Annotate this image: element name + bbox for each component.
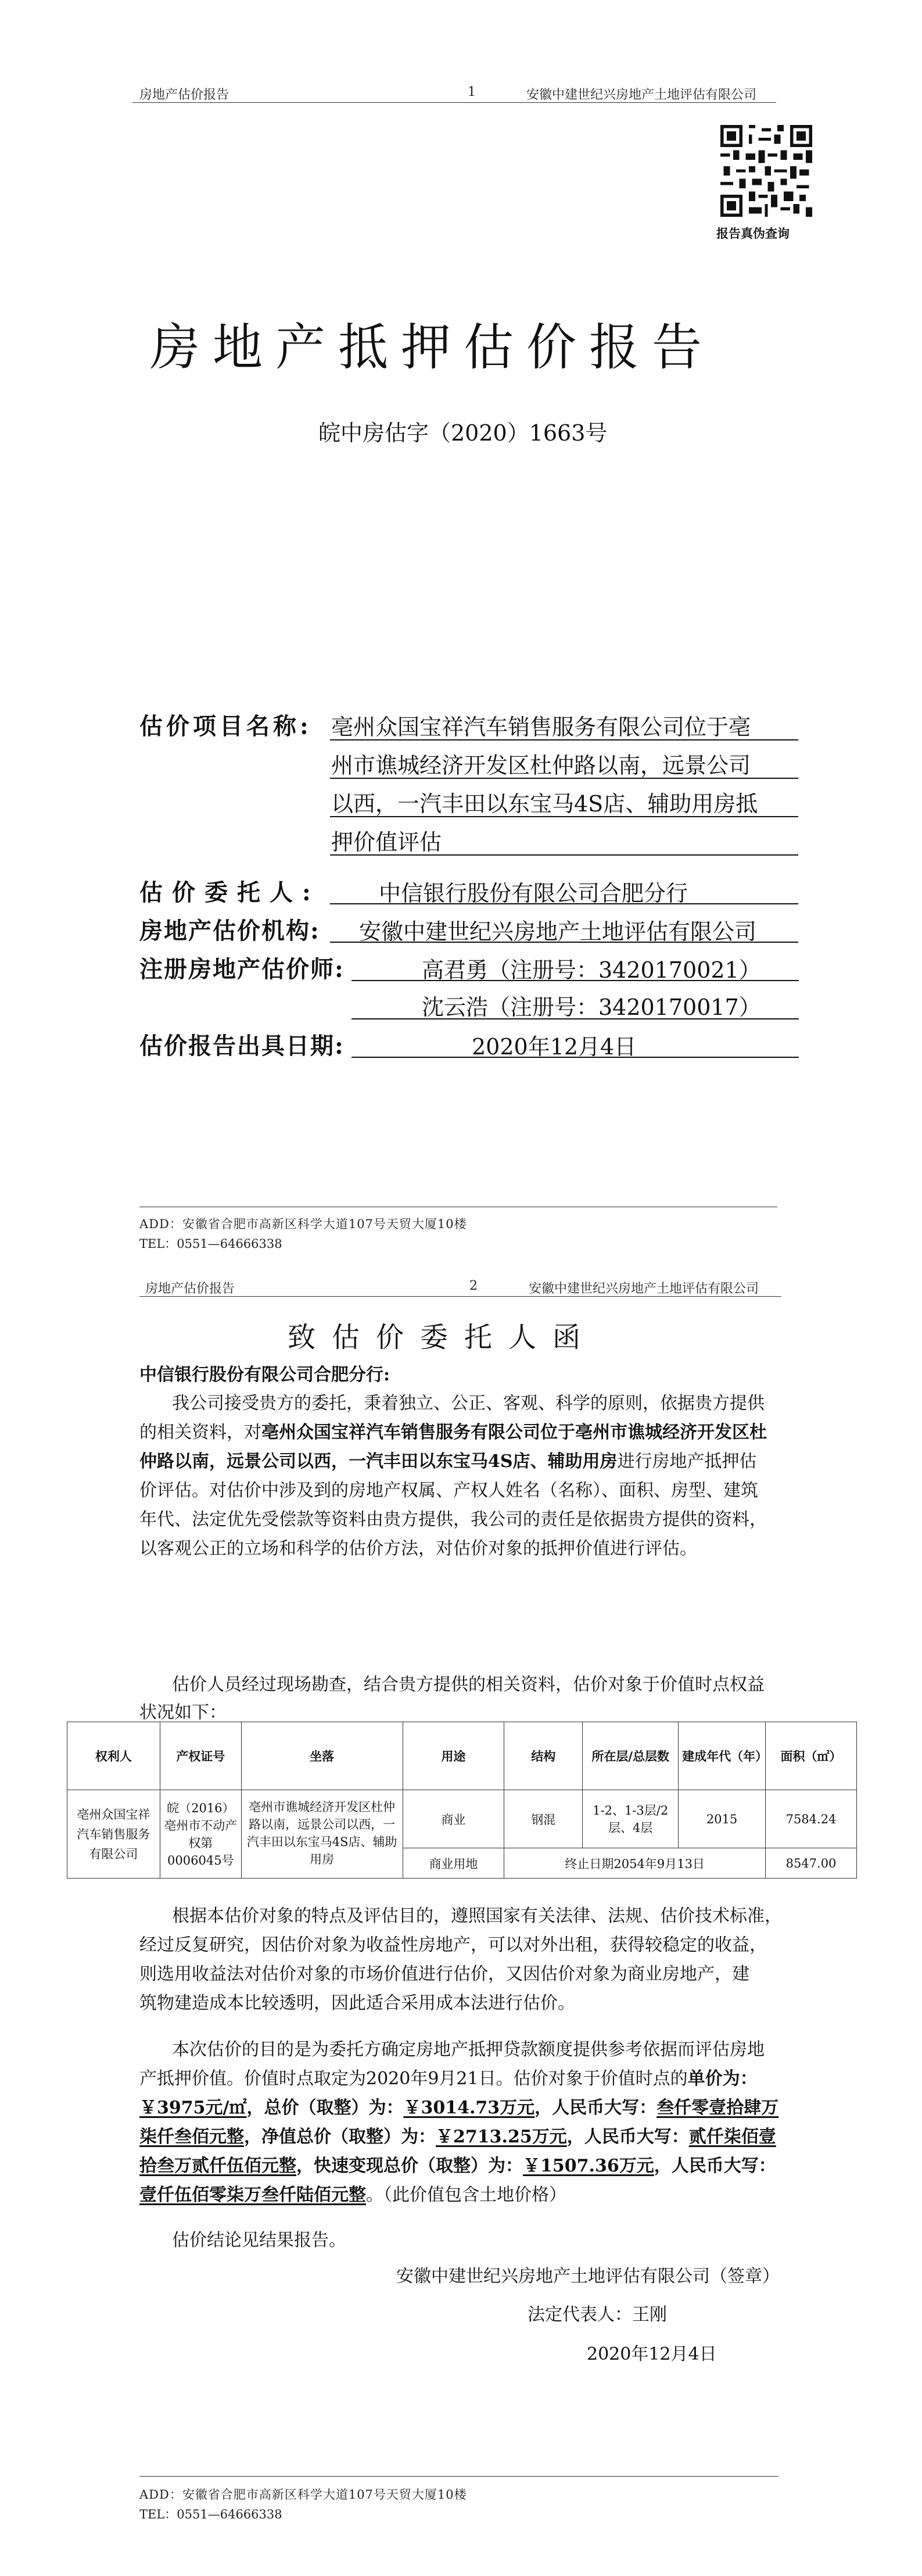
valuation-line-5 [139,2158,776,2175]
paragraph-method-line-1: 根据本估价对象的特点及评估目的，遵照国家有关法律、法规、估价技术标准， [172,1906,782,1926]
cell-structure: 钢混 [504,1790,583,1848]
page2-header-right: 安徽中建世纪兴房地产土地评估有限公司 [529,1282,759,1296]
header-area: 面积（㎡） [766,1722,857,1790]
page2-footer-address: ADD：安徽省合肥市高新区科学大道107号天贸大厦10楼 [139,2488,467,2502]
appraiser-2: 沈云浩（注册号：3420170017） [422,994,761,1020]
appraiser-2-underline [351,1018,799,1019]
page2-header-left: 房地产估价报告 [145,1282,235,1296]
valuation-text-segment: ，人民币大写： [566,2127,689,2147]
commission-text-segment: 我公司接受贵方的委托，秉着独立、公正、客观、科学的原则，依据贵方提供 [172,1393,765,1414]
commission-text-segment: 价评估。对估价中涉及到的房地产权属、产权人姓名（名称）、面积、房型、建筑 [139,1480,758,1501]
table-header-row [67,1722,857,1790]
commission-line-2 [139,1424,767,1441]
appraiser-label: 注册房地产估价师: [139,956,345,983]
valuation-text-segment: 叁仟零壹拾肆万 [656,2098,779,2118]
appraiser-1-underline [351,980,799,981]
cell-land-term: 终止日期2054年9月13日 [504,1848,766,1879]
paragraph-method-line-3: 则选用收益法对估价对象的市场价值进行估价，又因估价对象为商业房地产，建 [139,1964,749,1984]
commission-text-segment: 的相关资料，对 [139,1422,261,1443]
valuation-text-segment: 拾叁万贰仟伍佰元整 [139,2156,296,2176]
commission-line-3 [139,1453,757,1471]
valuation-text-segment: ，总价（取整）为： [246,2098,404,2118]
valuation-text-segment: 产抵押价值。价值时点取定为2020年9月21日。估价对象于价值时点的 [139,2069,688,2089]
paragraph-survey-line-1: 估价人员经过现场勘查，结合贵方提供的相关资料，估价对象于价值时点权益 [172,1675,765,1695]
paragraph-method-line-4: 筑物建造成本比较透明，因此适合采用成本法进行估价。 [139,1993,575,2013]
valuation-text-segment: ￥1507.36万元 [523,2156,654,2176]
cell-land-use: 商业用地 [403,1848,504,1879]
project-name-line-4: 押价值评估 [331,829,442,855]
paragraph-method-line-2: 经过反复研究，因估价对象为收益性房地产，可以对外出租，获得较稳定的收益， [139,1935,767,1955]
valuation-text-segment: ，净值总价（取整）为： [244,2127,436,2147]
page2-footer-tel: TEL：0551—64666338 [139,2507,282,2521]
commission-line-5 [139,1511,767,1529]
header-floors: 所在层/总层数 [583,1722,679,1790]
cell-land-area: 8547.00 [766,1848,857,1879]
header-owner: 权利人 [67,1722,160,1790]
issue-date-label: 估价报告出具日期: [139,1032,345,1060]
valuation-text-segment: ￥3014.73万元 [403,2098,535,2118]
header-year: 建成年代（年） [679,1722,766,1790]
page1-header-rule [132,102,776,103]
cell-area: 7584.24 [766,1790,857,1848]
header-structure: 结构 [504,1722,583,1790]
valuation-text-segment: 本次估价的目的是为委托方确定房地产抵押贷款额度提供参考依据而评估房地 [172,2040,765,2060]
commission-line-6 [139,1540,697,1558]
signature-representative: 法定代表人：王刚 [528,2305,667,2325]
valuation-text-segment: ￥3975元/㎡ [139,2098,247,2118]
valuation-text-segment: 贰仟柒佰壹 [688,2127,776,2147]
appraiser-1: 高君勇（注册号：3420170021） [422,957,761,983]
header-location: 坐落 [241,1722,403,1790]
page2-footer-rule [139,2476,779,2477]
paragraph-conclusion: 估价结论见结果报告。 [172,2230,346,2251]
cell-year: 2015 [679,1790,766,1848]
project-name-label: 估价项目名称: [139,713,312,740]
valuation-text-segment: 柒仟叁佰元整 [139,2127,244,2147]
valuation-text-segment: 。（此价值包含土地价格） [366,2185,566,2205]
project-name-line-2: 州市谯城经济开发区杜仲路以南，远景公司 [331,753,751,778]
letter-title: 致估价委托人函 [288,1321,597,1354]
page1-header-page: 1 [468,85,476,99]
cell-use: 商业 [403,1790,504,1848]
agency-underline [330,942,798,943]
valuation-text-segment: 单价为： [687,2069,758,2089]
valuation-line-1 [172,2041,765,2059]
commission-line-1 [172,1395,765,1412]
valuation-line-3 [139,2099,779,2117]
page2-header-rule [139,1296,781,1297]
valuation-text-segment: 壹仟伍佰零柒万叁仟陆佰元整 [139,2185,366,2205]
valuation-text-segment: ，人民币大写： [654,2156,776,2176]
valuation-line-4 [139,2128,776,2146]
project-name-line-1: 亳州众国宝祥汽车销售服务有限公司位于亳 [331,714,751,740]
paragraph-survey-line-2: 状况如下： [139,1702,227,1723]
page1-header-right: 安徽中建世纪兴房地产土地评估有限公司 [526,88,757,102]
header-certificate: 产权证号 [160,1722,241,1790]
project-underline-2 [330,778,798,779]
commission-line-4 [139,1482,758,1500]
valuation-text-segment: ￥2713.25万元 [436,2127,567,2147]
project-underline-3 [330,816,798,817]
page1-footer-address: ADD：安徽省合肥市高新区科学大道107号天贸大厦10楼 [139,1217,467,1231]
valuation-text-segment: ，快速变现总价（取整）为： [296,2156,523,2176]
valuation-line-2 [139,2070,758,2088]
client-value: 中信银行股份有限公司合肥分行 [379,881,688,906]
report-number: 皖中房估字（2020）1663号 [318,420,608,446]
property-table [67,1722,857,1879]
table-row [67,1790,857,1848]
qr-caption: 报告真伪查询 [716,226,790,241]
commission-text-segment: 年代、法定优先受偿款等资料由贵方提供，我公司的责任是依据贵方提供的资料， [139,1509,767,1530]
commission-text-segment: 仲路以南，远景公司以西，一汽丰田以东宝马4S店、辅助用房 [139,1451,618,1472]
page1-header-left: 房地产估价报告 [139,88,229,102]
commission-text-segment: 亳州众国宝祥汽车销售服务有限公司位于亳州市谯城经济开发区杜 [261,1422,767,1443]
signature-company: 安徽中建世纪兴房地产土地评估有限公司（签章） [396,2266,780,2287]
addressee: 中信银行股份有限公司合肥分行: [139,1365,390,1385]
agency-value: 安徽中建世纪兴房地产土地评估有限公司 [359,919,757,944]
header-use: 用途 [403,1722,504,1790]
commission-text-segment: 以客观公正的立场和科学的估价方法，对估价对象的抵押价值进行评估。 [139,1539,697,1559]
agency-label: 房地产估价机构: [139,917,320,944]
client-label: 估价委托人: [139,879,320,906]
report-title: 房地产抵押估价报告 [150,319,715,377]
valuation-text-segment: ，人民币大写： [534,2098,657,2118]
issue-date-underline [351,1057,799,1058]
commission-text-segment: 进行房地产抵押估 [617,1451,757,1472]
issue-date-value: 2020年12月4日 [472,1034,637,1060]
page1-footer-tel: TEL：0551—64666338 [139,1237,282,1251]
cell-certificate: 皖（2016）亳州市不动产权第0006045号 [160,1790,241,1879]
client-underline [330,903,798,904]
qr-code-icon[interactable] [720,125,812,217]
cell-owner: 亳州众国宝祥汽车销售服务有限公司 [67,1790,160,1879]
signature-date: 2020年12月4日 [587,2344,717,2364]
page2-header-page: 2 [469,1279,478,1293]
valuation-line-6 [139,2187,566,2204]
cell-floors: 1-2、1-3层/2层、4层 [583,1790,679,1848]
project-name-line-3: 以西，一汽丰田以东宝马4S店、辅助用房抵 [331,791,758,817]
project-underline-1 [330,739,798,740]
cell-location: 亳州市谯城经济开发区杜仲路以南，远景公司以西，一汽丰田以东宝马4S店、辅助用房 [241,1790,403,1879]
project-underline-4 [330,854,798,856]
